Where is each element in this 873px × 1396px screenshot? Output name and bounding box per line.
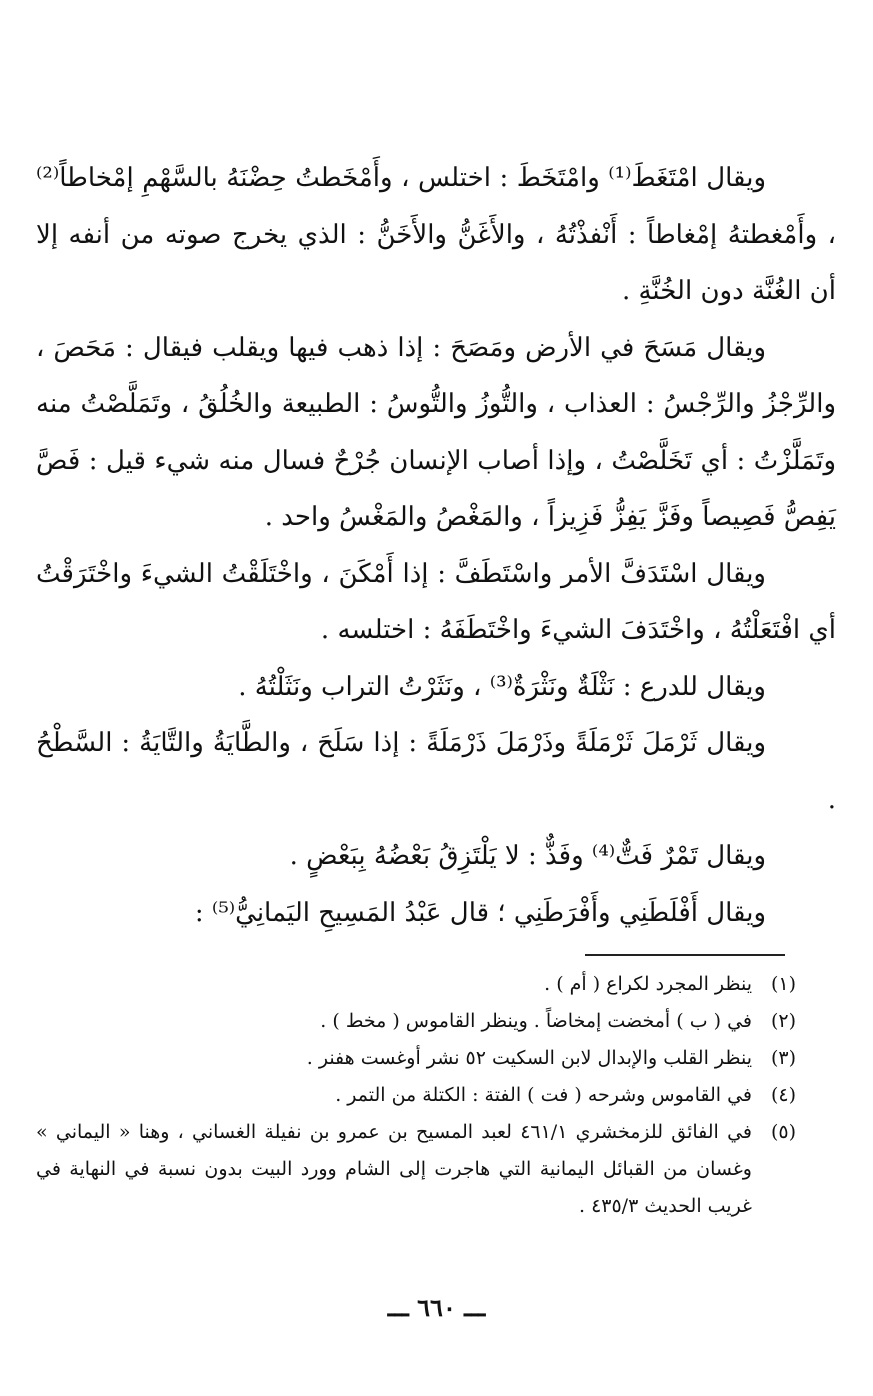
footnote-text [36, 966, 752, 1003]
text-line: ويقال للدرع : نَثْلَةٌ ونَثْرَةٌ⁽³⁾ ، ونَثَرْتُ التراب ونَثَلْتُهُ . [238, 671, 766, 702]
paragraph-1 [36, 150, 836, 320]
paragraph-3 [36, 546, 836, 659]
footnote-line: من القبائل اليمانية التي هاجرت إلى الشام وورد البيت بدون نسبة في النهاية في غريب الحديث [36, 1158, 752, 1217]
footnote-number: (٤) [770, 1084, 796, 1106]
text-line: وتَمَلَّزْتُ : أي تَخَلَّصْتُ ، وإذا أصاب الإنسان جُرْحٌ فسال منه شيء قيل : [88, 445, 837, 476]
footnote-4 [36, 1077, 796, 1114]
footnote-5 [36, 1114, 796, 1225]
text-line: ويقال امْتَغَطَ⁽¹⁾ وامْتَخَطَ : اختلس ، وأَمْخَطتُ حِضْنَهُ بالسَّهْمِ [142, 163, 766, 193]
paragraph-4 [36, 659, 836, 716]
text-line: والرِّجْزُ والرِّجْسُ : العذاب ، والتُّوزُ والتُّوسُ : الطبيعة والخُلُقُ ، وتَمَلَّصْتُ منه [36, 389, 836, 419]
page-number: ـــ ٦٦٠ ـــ [387, 1293, 486, 1322]
text-line: أي افْتَعَلْتُهُ ، واخْتَدَفَ الشيءَ واخْتَطَفَهُ : اختلسه . [320, 615, 836, 645]
paragraph-7 [36, 885, 836, 942]
footnote-line: في القاموس وشرحه ( فت ) الفتة : الكتلة من التمر . [335, 1084, 752, 1106]
text-line: ويقال ثَرْمَلَ ثَرْمَلَةً وذَرْمَلَ ذَرْمَلَةً : إذا سَلَحَ ، والطَّايَةُ والتَّايَةُ : السَّطْحُ . [36, 728, 836, 815]
text-line: إمْخاطاً⁽²⁾ ، وأَمْغطتهُ إمْغاطاً : أَنْفذْتُهُ ، والأَغَنُّ والأَخَنُّ : الذي يخرج صوته [36, 163, 837, 250]
main-text [36, 150, 836, 941]
footnote-line: في ( ب ) أمخضت إمخاضاً . وينظر القاموس ( مخط ) . [320, 1010, 752, 1032]
footnotes [36, 966, 796, 1225]
paragraph-2 [36, 320, 836, 546]
footnote-2 [36, 1003, 796, 1040]
footnote-line: ٤٣٥/٣ . [578, 1195, 639, 1217]
text-line: ويقال تَمْرٌ فَتٌّ⁽⁴⁾ وفَذٌّ : لا يَلْتَزِقُ بَعْضُهُ بِبَعْضٍ . [289, 841, 766, 871]
footnote-text [36, 1077, 752, 1114]
footnote-number: (٢) [770, 1010, 796, 1032]
text-line: ويقال مَسَحَ في الأرض ومَصَحَ : إذا ذهب فيها ويقلب فيقال : مَحَصَ ، [36, 332, 766, 363]
footnote-number: (٣) [770, 1047, 796, 1069]
footnote-number: (٥) [770, 1121, 796, 1143]
footnote-number: (١) [770, 973, 796, 995]
footnote-line: ينظر القلب والإبدال لابن السكيت ٥٢ نشر أوغست هفنر . [306, 1047, 752, 1069]
text-line: من أنفه إلا أن الغُنَّة دون الخُنَّةِ . [36, 219, 836, 306]
footnote-line: ينظر المجرد لكراع ( أم ) . [544, 973, 752, 995]
footnote-text [36, 1040, 752, 1077]
paragraph-6 [36, 828, 836, 885]
footnote-text [36, 1003, 752, 1040]
text-line: ويقال اسْتَدَفَّ الأمر واسْتَطَفَّ : إذا أَمْكَنَ ، واخْتَلَقْتُ الشيءَ واخْتَرَقْتُ [36, 558, 766, 589]
paragraph-5 [36, 715, 836, 828]
footnote-text [36, 1114, 752, 1225]
footnote-line: في الفائق للزمخشري ٤٦١/١ لعبد المسيح بن عمرو بن نفيلة الغساني ، وهنا « اليماني » وغسان [36, 1121, 753, 1180]
text-line: ويقال أَفْلَطَنِي وأَفْرَطَنِي ؛ قال عَبْدُ المَسِيحِ اليَمانِيُّ⁽⁵⁾ : [194, 897, 766, 928]
text-line: فَصَّ يَفِصُّ فَصِيصاً وفَزَّ يَفِزُّ فَزِيزاً ، والمَغْصُ والمَغْسُ واحد . [36, 445, 836, 532]
footnote-3 [36, 1040, 796, 1077]
footnote-1 [36, 966, 796, 1003]
footnote-separator [585, 954, 785, 956]
